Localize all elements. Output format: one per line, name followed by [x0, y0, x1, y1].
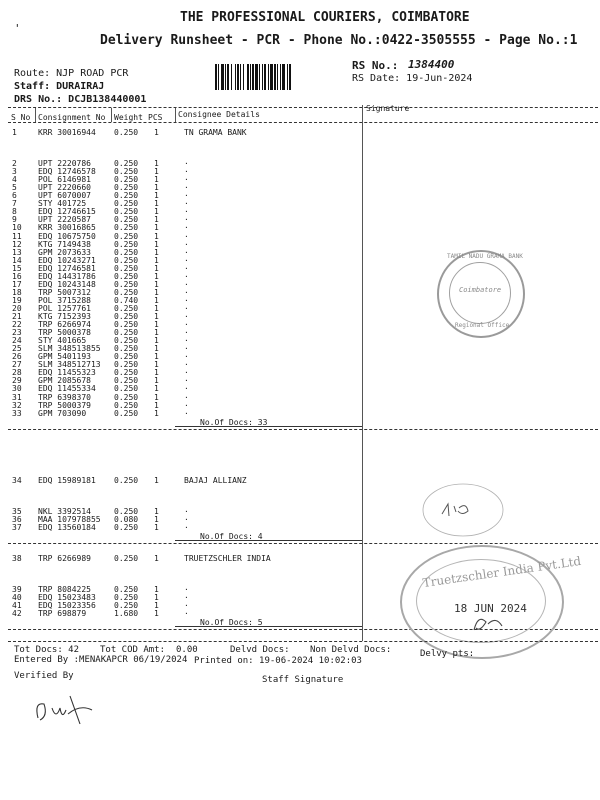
row-pcs: 1: [154, 295, 159, 305]
footer-tot-cod-value: 0.00: [176, 645, 198, 655]
row-weight: 0.250: [114, 312, 139, 321]
footer-staff-signature: Staff Signature: [262, 675, 344, 685]
row-weight: 0.250: [114, 231, 139, 241]
consignee-name: BAJAJ ALLIANZ: [184, 476, 247, 485]
row-weight: 0.250: [114, 376, 139, 386]
group-separator-full: [8, 429, 598, 430]
row-pcs: 1: [154, 175, 159, 185]
row-pcs: 1: [154, 352, 159, 362]
row-bullet: .: [184, 285, 189, 295]
row-consignment-no: TRP 5000378: [38, 328, 91, 338]
row-sno: 5: [12, 183, 17, 193]
row-consignment-no: EDQ 10243148: [38, 279, 96, 289]
row-pcs: 1: [154, 159, 159, 169]
row-sno: 37: [12, 523, 22, 533]
row-sno: 18: [12, 287, 22, 297]
col-sep-signature: [362, 105, 363, 641]
row-bullet: .: [184, 521, 189, 531]
row-consignment-no: STY 401665: [38, 336, 87, 346]
row-bullet: .: [184, 390, 189, 400]
footer-tot-cod-label: Tot COD Amt:: [100, 645, 166, 655]
footer-entered-by: Entered By :MENAKAPCR 06/19/2024: [14, 655, 188, 665]
row-bullet: .: [184, 350, 189, 360]
row-weight: 0.250: [114, 368, 139, 378]
left-margin-mark: ': [14, 22, 21, 35]
row-consignment-no: UPT 2220587: [38, 215, 91, 225]
row-pcs: 1: [154, 223, 159, 233]
row-bullet: .: [184, 318, 189, 328]
row-weight: 0.740: [114, 295, 139, 305]
row-pcs: 1: [154, 523, 159, 533]
row-consignment-no: MAA 107978855: [38, 515, 101, 525]
row-bullet: .: [184, 358, 189, 368]
group-no-of-docs: No.Of Docs: 33: [200, 417, 268, 427]
row-weight: 0.250: [114, 287, 139, 297]
row-pcs: 1: [154, 191, 159, 201]
row-pcs: 1: [154, 593, 159, 603]
row-bullet: .: [184, 505, 189, 515]
row-weight: 0.250: [114, 247, 139, 257]
row-weight: 0.250: [114, 408, 139, 418]
row-bullet: .: [184, 213, 189, 223]
row-bullet: .: [184, 245, 189, 255]
row-consignment-no: NKL 3392514: [38, 507, 91, 517]
row-consignment-no: EDQ 12746615: [38, 207, 96, 217]
consignee-name: TN GRAMA BANK: [184, 128, 247, 137]
row-pcs: 1: [154, 128, 159, 137]
group-no-of-docs: No.Of Docs: 5: [200, 618, 263, 628]
row-consignment-no: SLM 348513855: [38, 344, 101, 354]
row-sno: 22: [12, 320, 22, 330]
row-pcs: 1: [154, 554, 159, 563]
row-bullet: .: [184, 205, 189, 215]
row-bullet: .: [184, 374, 189, 384]
group-separator: [175, 426, 362, 427]
row-sno: 23: [12, 328, 22, 338]
row-weight: 0.250: [114, 207, 139, 217]
row-sno: 15: [12, 263, 22, 273]
row-sno: 25: [12, 344, 22, 354]
row-weight: 0.250: [114, 271, 139, 281]
row-sno: 27: [12, 360, 22, 370]
row-pcs: 1: [154, 215, 159, 225]
row-consignment-no: EDQ 10675750: [38, 231, 96, 241]
row-pcs: 1: [154, 183, 159, 193]
row-weight: 0.250: [114, 507, 139, 517]
row-consignment-no: TRP 6266974: [38, 320, 91, 330]
row-pcs: 1: [154, 271, 159, 281]
row-bullet: .: [184, 197, 189, 207]
row-bullet: .: [184, 342, 189, 352]
row-sno: 30: [12, 384, 22, 394]
row-pcs: 1: [154, 392, 159, 402]
row-weight: 0.250: [114, 199, 139, 209]
group-separator-full: [8, 543, 598, 544]
row-pcs: 1: [154, 239, 159, 249]
footer-top-rule: [8, 641, 598, 642]
row-bullet: .: [184, 607, 189, 617]
row-consignment-no: KTG 7149438: [38, 239, 91, 249]
row-pcs: 1: [154, 609, 159, 619]
row-sno: 24: [12, 336, 22, 346]
row-pcs: 1: [154, 336, 159, 346]
row-bullet: .: [184, 189, 189, 199]
row-bullet: .: [184, 301, 189, 311]
row-consignment-no: POL 3715288: [38, 295, 91, 305]
bank-seal-center-text: Coimbatore: [459, 286, 502, 294]
row-consignment-no: EDQ 15989181: [38, 476, 96, 485]
row-weight: 1.680: [114, 609, 139, 619]
row-sno: 40: [12, 593, 22, 603]
row-bullet: .: [184, 229, 189, 239]
row-pcs: 1: [154, 360, 159, 370]
row-bullet: .: [184, 165, 189, 175]
route-label: Route: NJP ROAD PCR: [14, 68, 129, 79]
row-pcs: 1: [154, 515, 159, 525]
row-sno: 38: [12, 554, 22, 563]
row-weight: 0.080: [114, 515, 139, 525]
bajaj-signature-scribble: [418, 478, 508, 538]
footer-verified-by: Verified By: [14, 671, 74, 681]
row-pcs: 1: [154, 255, 159, 265]
row-weight: 0.250: [114, 585, 139, 595]
row-sno: 1: [12, 128, 17, 137]
row-sno: 39: [12, 585, 22, 595]
row-bullet: .: [184, 269, 189, 279]
rs-number-value: 1384400: [408, 58, 455, 71]
row-weight: 0.250: [114, 303, 139, 313]
row-consignment-no: GPM 5401193: [38, 352, 91, 362]
row-consignment-no: EDQ 12746578: [38, 167, 96, 177]
row-sno: 9: [12, 215, 17, 225]
row-weight: 0.250: [114, 167, 139, 177]
row-sno: 20: [12, 303, 22, 313]
footer-non-delvd-docs: Non Delvd Docs:: [310, 645, 392, 655]
row-sno: 8: [12, 207, 17, 217]
row-weight: 0.250: [114, 239, 139, 249]
row-pcs: 1: [154, 167, 159, 177]
row-weight: 0.250: [114, 191, 139, 201]
row-pcs: 1: [154, 287, 159, 297]
row-weight: 0.250: [114, 336, 139, 346]
row-weight: 0.250: [114, 360, 139, 370]
row-consignment-no: EDQ 11455334: [38, 384, 96, 394]
row-consignment-no: TRP 6398370: [38, 392, 91, 402]
footer-printed-on: Printed on: 19-06-2024 10:02:03: [194, 656, 362, 666]
verifier-signature-scribble: [30, 690, 110, 730]
row-consignment-no: STY 401725: [38, 199, 87, 209]
rs-date: RS Date: 19-Jun-2024: [352, 73, 473, 84]
group-separator: [175, 540, 362, 541]
row-bullet: .: [184, 293, 189, 303]
row-pcs: 1: [154, 376, 159, 386]
col-sep-3: [175, 108, 176, 122]
row-consignment-no: KRR 30016944: [38, 128, 96, 137]
company-seal-date: 18 JUN 2024: [454, 602, 527, 615]
row-weight: 0.250: [114, 263, 139, 273]
bank-seal-ring-text: TAMIL NADU GRAMA BANK: [447, 253, 523, 260]
col-header-sno: S No: [11, 113, 31, 122]
row-bullet: .: [184, 221, 189, 231]
company-received-signature: [468, 610, 518, 638]
row-pcs: 1: [154, 476, 159, 485]
row-sno: 41: [12, 601, 22, 611]
row-sno: 21: [12, 312, 22, 321]
row-bullet: .: [184, 326, 189, 336]
company-title: THE PROFESSIONAL COURIERS, COIMBATORE: [180, 10, 470, 25]
row-sno: 11: [12, 231, 22, 241]
row-weight: 0.250: [114, 523, 139, 533]
row-sno: 16: [12, 271, 22, 281]
row-pcs: 1: [154, 231, 159, 241]
row-pcs: 1: [154, 384, 159, 394]
row-pcs: 1: [154, 247, 159, 257]
row-sno: 10: [12, 223, 22, 233]
col-header-pcs: PCS: [148, 113, 163, 122]
row-bullet: .: [184, 310, 189, 319]
row-sno: 32: [12, 400, 22, 410]
row-weight: 0.250: [114, 352, 139, 362]
row-consignment-no: EDQ 15023356: [38, 601, 96, 611]
barcode: [215, 64, 333, 90]
row-weight: 0.250: [114, 175, 139, 185]
footer-tot-docs: Tot Docs: 42: [14, 645, 80, 655]
row-bullet: .: [184, 157, 189, 167]
row-weight: 0.250: [114, 384, 139, 394]
row-weight: 0.250: [114, 554, 139, 563]
row-consignment-no: KRR 30016865: [38, 223, 96, 233]
row-weight: 0.250: [114, 601, 139, 611]
bank-seal-bottom-text: Regional Office: [455, 322, 510, 329]
row-consignment-no: GPM 2085678: [38, 376, 91, 386]
row-sno: 35: [12, 507, 22, 517]
row-weight: 0.250: [114, 476, 139, 485]
row-consignment-no: TRP 698879: [38, 609, 87, 619]
header-bottom-rule: [8, 122, 598, 123]
bank-seal-stamp: [437, 250, 525, 338]
row-weight: 0.250: [114, 183, 139, 193]
row-pcs: 1: [154, 320, 159, 330]
row-pcs: 1: [154, 368, 159, 378]
row-pcs: 1: [154, 279, 159, 289]
row-consignment-no: GPM 703090: [38, 408, 87, 418]
row-weight: 0.250: [114, 392, 139, 402]
row-consignment-no: EDQ 14431786: [38, 271, 96, 281]
row-pcs: 1: [154, 207, 159, 217]
row-sno: 13: [12, 247, 22, 257]
row-sno: 14: [12, 255, 22, 265]
row-consignment-no: TRP 6266989: [38, 554, 91, 563]
row-bullet: .: [184, 173, 189, 183]
row-pcs: 1: [154, 400, 159, 410]
row-bullet: .: [184, 237, 189, 247]
row-sno: 42: [12, 609, 22, 619]
row-bullet: .: [184, 181, 189, 191]
row-consignment-no: UPT 2220660: [38, 183, 91, 193]
header-top-rule: [8, 107, 598, 108]
row-consignment-no: EDQ 15023483: [38, 593, 96, 603]
row-bullet: .: [184, 583, 189, 593]
row-weight: 0.250: [114, 159, 139, 169]
group-separator: [175, 626, 362, 627]
col-header-signature: Signature: [366, 104, 410, 113]
row-sno: 17: [12, 279, 22, 289]
row-bullet: .: [184, 398, 189, 408]
row-consignment-no: EDQ 11455323: [38, 368, 96, 378]
row-sno: 2: [12, 159, 17, 169]
row-consignment-no: TRP 8084225: [38, 585, 91, 595]
row-sno: 31: [12, 392, 22, 402]
row-sno: 33: [12, 408, 22, 418]
row-sno: 36: [12, 515, 22, 525]
row-pcs: 1: [154, 601, 159, 611]
col-header-consignment: Consignment No: [38, 113, 106, 122]
row-weight: 0.250: [114, 320, 139, 330]
row-weight: 0.250: [114, 593, 139, 603]
row-pcs: 1: [154, 507, 159, 517]
row-consignment-no: POL 6146981: [38, 175, 91, 185]
row-sno: 34: [12, 476, 22, 485]
consignee-name: TRUETZSCHLER INDIA: [184, 554, 271, 563]
col-header-consignee: Consignee Details: [178, 110, 260, 119]
row-consignment-no: UPT 6070007: [38, 191, 91, 201]
row-consignment-no: EDQ 12746581: [38, 263, 96, 273]
row-sno: 12: [12, 239, 22, 249]
row-weight: 0.250: [114, 400, 139, 410]
row-sno: 29: [12, 376, 22, 386]
row-sno: 3: [12, 167, 17, 177]
group-no-of-docs: No.Of Docs: 4: [200, 532, 263, 542]
row-consignment-no: TRP 5000379: [38, 400, 91, 410]
row-consignment-no: UPT 2220786: [38, 159, 91, 169]
row-pcs: 1: [154, 344, 159, 354]
row-sno: 28: [12, 368, 22, 378]
row-sno: 6: [12, 191, 17, 201]
row-weight: 0.250: [114, 328, 139, 338]
row-bullet: .: [184, 382, 189, 392]
row-bullet: .: [184, 591, 189, 601]
row-sno: 4: [12, 175, 17, 185]
row-bullet: .: [184, 334, 189, 344]
row-pcs: 1: [154, 199, 159, 209]
row-weight: 0.250: [114, 215, 139, 225]
col-header-weight: Weight: [114, 113, 143, 122]
row-pcs: 1: [154, 408, 159, 418]
row-consignment-no: EDQ 13560184: [38, 523, 96, 533]
row-weight: 0.250: [114, 128, 139, 137]
rs-number-label: RS No.:: [352, 59, 399, 72]
row-consignment-no: SLM 348512713: [38, 360, 101, 370]
staff-label: Staff: DURAIRAJ: [14, 81, 105, 92]
row-weight: 0.250: [114, 223, 139, 233]
drs-number: DRS No.: DCJB138440001: [14, 94, 147, 105]
row-weight: 0.250: [114, 279, 139, 289]
row-pcs: 1: [154, 585, 159, 595]
row-bullet: .: [184, 261, 189, 271]
company-seal-ring-text: Truetzschler India Pvt.Ltd: [421, 553, 582, 591]
row-sno: 7: [12, 199, 17, 209]
row-consignment-no: EDQ 10243271: [38, 255, 96, 265]
row-sno: 19: [12, 295, 22, 305]
col-sep-1: [35, 108, 36, 122]
row-consignment-no: KTG 7152393: [38, 312, 91, 321]
row-bullet: .: [184, 513, 189, 523]
row-pcs: 1: [154, 328, 159, 338]
footer-delvy-pts: Delvy pts:: [420, 649, 475, 659]
row-consignment-no: GPM 2073633: [38, 247, 91, 257]
row-pcs: 1: [154, 263, 159, 273]
runsheet-subtitle: Delivery Runsheet - PCR - Phone No.:0422-3505555 - Page No.:1: [100, 33, 578, 48]
row-consignment-no: POL 1257761: [38, 303, 91, 313]
row-weight: 0.250: [114, 344, 139, 354]
row-bullet: .: [184, 406, 189, 416]
row-consignment-no: TRP 5007312: [38, 287, 91, 297]
row-bullet: .: [184, 277, 189, 287]
row-weight: 0.250: [114, 255, 139, 265]
row-sno: 26: [12, 352, 22, 362]
col-sep-2: [111, 108, 112, 122]
row-pcs: 1: [154, 303, 159, 313]
row-pcs: 1: [154, 312, 159, 321]
row-bullet: .: [184, 366, 189, 376]
footer-delvd-docs: Delvd Docs:: [230, 645, 290, 655]
row-bullet: .: [184, 253, 189, 263]
row-bullet: .: [184, 599, 189, 609]
